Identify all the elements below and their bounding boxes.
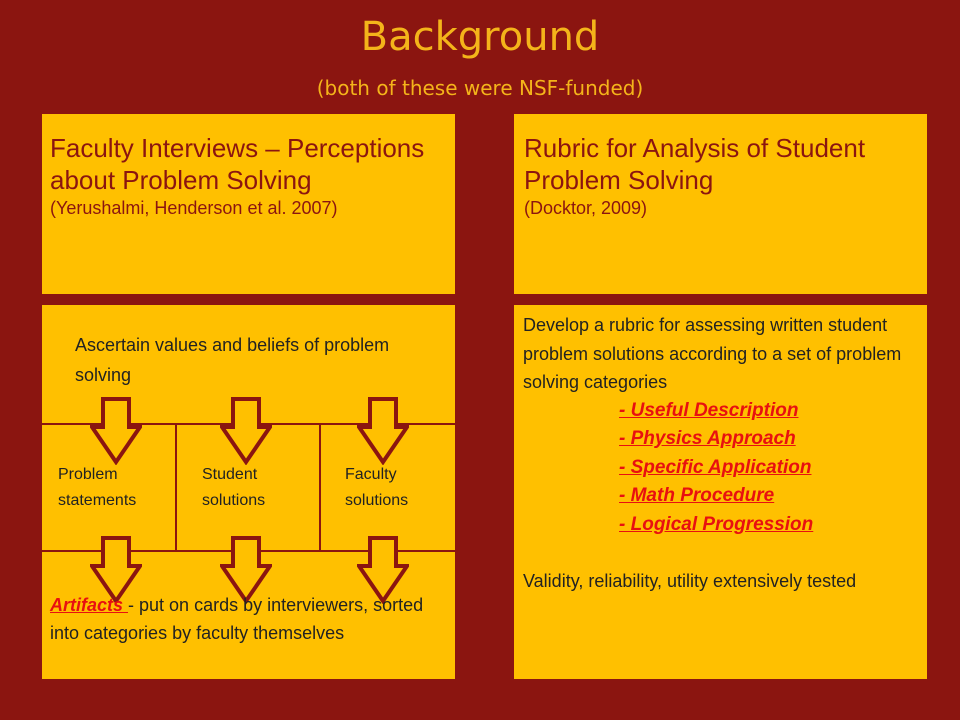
faculty-interviews-title: Faculty Interviews – Perceptions about Problem Solving — [50, 133, 425, 195]
rubric-body — [514, 305, 927, 679]
column-label-line: solutions — [202, 492, 266, 509]
column-label-line: Faculty — [345, 466, 397, 483]
column-faculty-solutions — [345, 462, 408, 514]
rubric-header — [514, 114, 927, 294]
category-item: - Useful Description — [619, 399, 799, 421]
faculty-interviews-body — [42, 305, 455, 679]
rubric-description: Develop a rubric for assessing written student problem solutions according to a set of problem solving categories — [523, 315, 902, 392]
down-arrow-icon — [357, 397, 409, 465]
category-item: - Math Procedure — [619, 485, 775, 506]
faculty-interviews-header — [42, 114, 455, 294]
category-item: - Physics Approach — [619, 428, 796, 449]
slide-subtitle: (both of these were NSF-funded) — [316, 76, 644, 100]
category-item: - Logical Progression — [619, 513, 814, 535]
category-item: - Specific Application — [619, 456, 812, 478]
column-label-line: Student — [202, 466, 258, 483]
down-arrow-icon — [220, 397, 272, 465]
rubric-title: Rubric for Analysis of Student Problem Solving — [524, 133, 866, 195]
column-label-line: Problem — [58, 466, 118, 483]
artifacts-label: Artifacts — [50, 595, 129, 615]
column-label-line: solutions — [345, 492, 409, 509]
column-label-line: statements — [58, 492, 137, 509]
column-problem-statements — [58, 462, 136, 514]
validity-text: Validity, reliability, utility extensively tested — [523, 571, 857, 591]
artifacts-description: - put on cards by interviewers, sorted into categories by faculty themselves — [50, 595, 424, 643]
faculty-interviews-citation: (Yerushalmi, Henderson et al. 2007) — [50, 198, 338, 218]
slide-title: Background — [360, 14, 600, 60]
divider-col-1 — [175, 423, 177, 552]
column-student-solutions — [202, 462, 265, 514]
rubric-citation: (Docktor, 2009) — [524, 198, 648, 218]
aim-text: Ascertain values and beliefs of problem solving — [75, 335, 390, 385]
category-list — [523, 397, 917, 540]
down-arrow-icon — [90, 397, 142, 465]
divider-col-2 — [319, 423, 321, 552]
artifacts-text — [50, 591, 450, 647]
